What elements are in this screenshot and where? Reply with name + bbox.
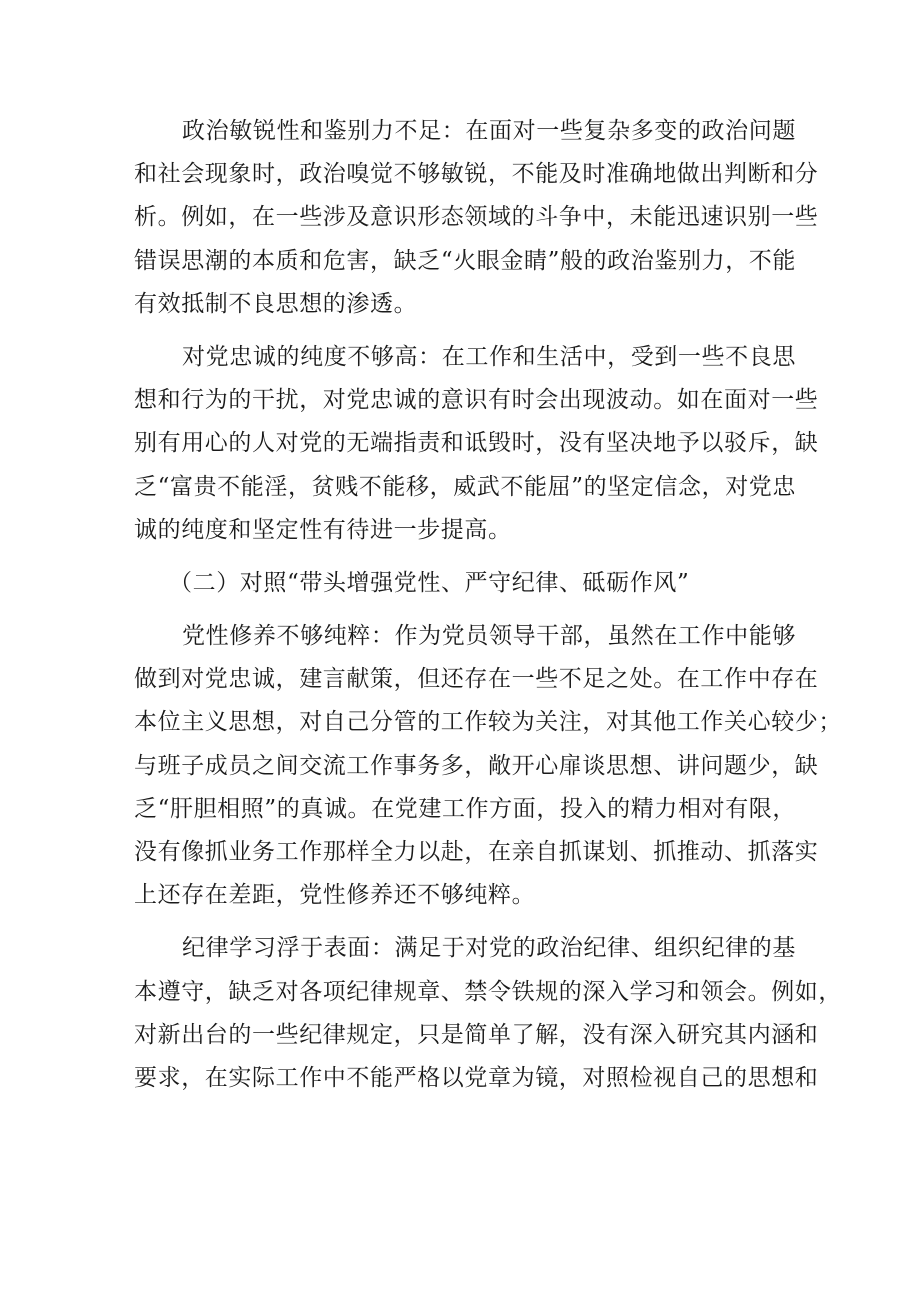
text-line: 想和行为的干扰，对党忠诚的意识有时会出现波动。如在面对一些 — [134, 387, 819, 414]
text-line: 和社会现象时，政治嗅觉不够敏锐，不能及时准确地做出判断和分 — [134, 161, 819, 188]
text-line: 本位主义思想，对自己分管的工作较为关注，对其他工作关心较少； — [134, 709, 842, 736]
text-line: 做到对党忠诚，建言献策，但还存在一些不足之处。在工作中存在 — [134, 666, 819, 693]
paragraph-spacer — [134, 552, 796, 562]
paragraph-spacer — [134, 917, 796, 927]
paragraph-political-sensitivity — [134, 110, 819, 326]
text-line: 没有像抓业务工作那样全力以赴，在亲自抓谋划、抓推动、抓落实 — [134, 839, 819, 865]
text-line: 析。例如，在一些涉及意识形态领域的斗争中，未能迅速识别一些 — [134, 204, 819, 231]
paragraph-discipline-study — [134, 927, 842, 1100]
text-line: 乏“富贵不能淫，贫贱不能移，威武不能屈”的坚定信念，对党忠 — [134, 473, 796, 500]
text-line: 诚的纯度和坚定性有待进一步提高。 — [134, 516, 512, 543]
paragraph-spacer — [134, 605, 796, 615]
section-heading: （二）对照“带头增强党性、严守纪律、砥砺作风” — [169, 569, 690, 596]
paragraph-party-spirit — [134, 615, 842, 917]
text-line: 对党忠诚的纯度不够高：在工作和生活中，受到一些不良思 — [182, 343, 796, 370]
document-body — [134, 110, 842, 1100]
paragraph-party-loyalty — [134, 336, 819, 552]
text-line: 乏“肝胆相照”的真诚。在党建工作方面，投入的精力相对有限， — [134, 795, 796, 822]
text-line: 纪律学习浮于表面：满足于对党的政治纪律、组织纪律的基 — [182, 935, 796, 962]
text-line: 与班子成员之间交流工作事务多，敞开心扉谈思想、讲问题少，缺 — [134, 752, 819, 779]
text-line: 党性修养不够纯粹：作为党员领导干部，虽然在工作中能够 — [182, 623, 796, 650]
text-line: 本遵守，缺乏对各项纪律规章、禁令铁规的深入学习和领会。例如， — [134, 978, 842, 1005]
text-line: 上还存在差距，党性修养还不够纯粹。 — [134, 882, 536, 909]
text-line: 政治敏锐性和鉴别力不足：在面对一些复杂多变的政治问题 — [182, 118, 796, 144]
text-line: 对新出台的一些纪律规定，只是简单了解，没有深入研究其内涵和 — [134, 1021, 819, 1048]
text-line: 别有用心的人对党的无端指责和诋毁时，没有坚决地予以驳斥，缺 — [134, 430, 819, 457]
text-line: 有效抵制不良思想的渗透。 — [134, 290, 418, 317]
text-line: 要求，在实际工作中不能严格以党章为镜，对照检视自己的思想和 — [134, 1064, 819, 1091]
text-line: 错误思潮的本质和危害，缺乏“火眼金睛”般的政治鉴别力，不能 — [134, 247, 796, 274]
paragraph-spacer — [134, 326, 796, 336]
